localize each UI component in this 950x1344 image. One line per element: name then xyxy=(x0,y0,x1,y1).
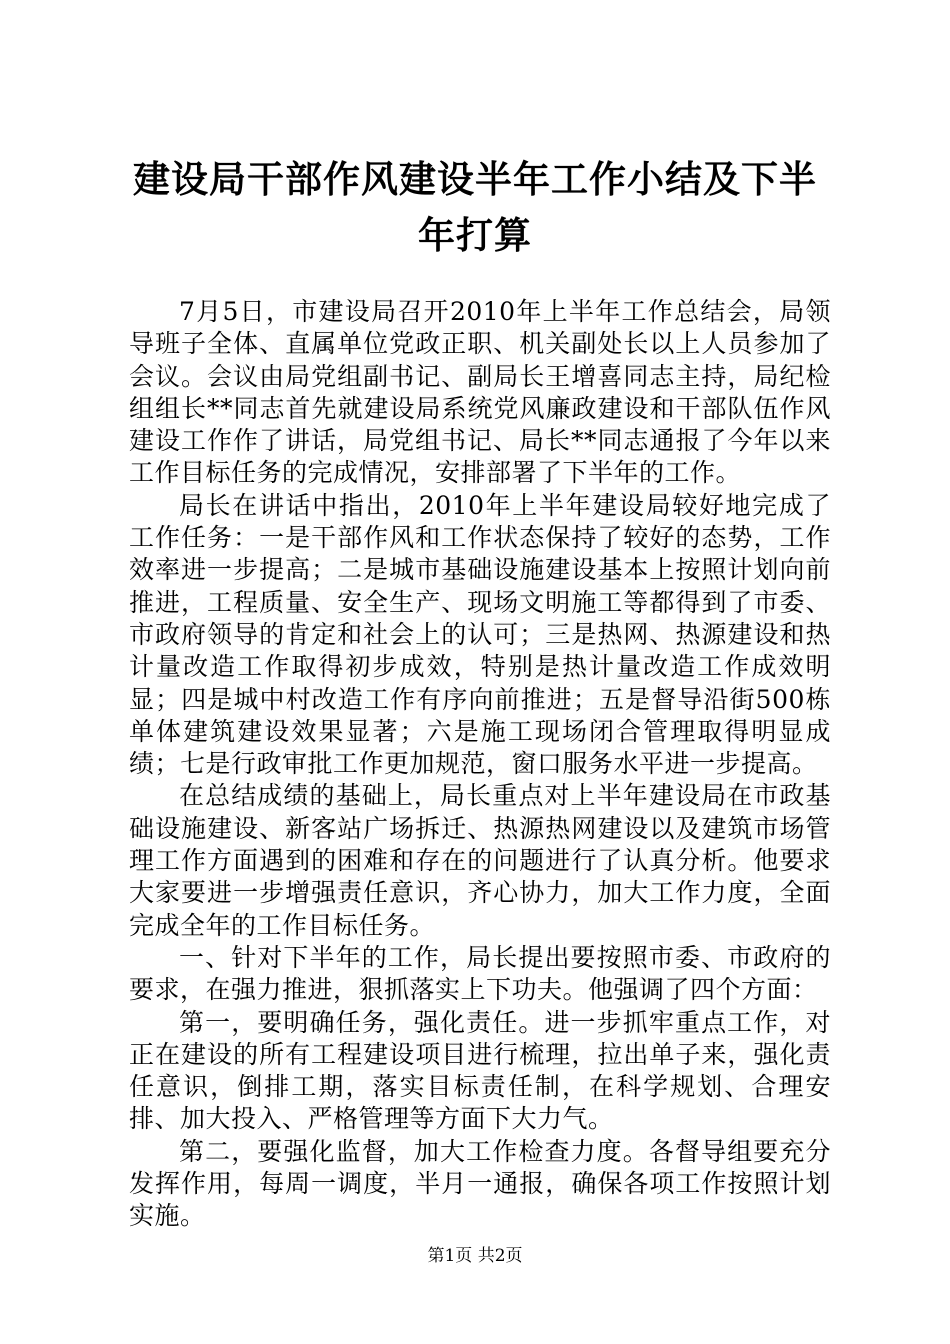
document-body xyxy=(129,296,831,1233)
paragraph-6: 第二，要强化监督，加大工作检查力度。各督导组要充分发挥作用，每周一调度，半月一通报，确保各项工作按照计划实施。 xyxy=(129,1136,831,1231)
page-footer: 第1页 共2页 xyxy=(427,1246,523,1266)
paragraph-2: 局长在讲话中指出，2010年上半年建设局较好地完成了工作任务：一是干部作风和工作状态保持了较好的态势，工作效率进一步提高；二是城市基础设施建设基本上按照计划向前推进，工程质量、安全生产、现场文明施工等都得到了市委、市政府领导的肯定和社会上的认可；三是热网、热源建设和热计量改造工作取得初步成效，特别是热计量改造工作成效明显；四是城中村改造工作有序向前推进；五是督导沿街500栋单体建筑建设效果显著；六是施工现场闭合管理取得明显成绩；七是行政审批工作更加规范，窗口服务水平进一步提高。 xyxy=(129,490,831,779)
paragraph-3: 在总结成绩的基础上，局长重点对上半年建设局在市政基础设施建设、新客站广场拆迁、热源热网建设以及建筑市场管理工作方面遇到的困难和存在的问题进行了认真分析。他要求大家要进一步增强责任意识，齐心协力，加大工作力度，全面完成全年的工作目标任务。 xyxy=(129,781,831,940)
paragraph-1: 7月5日，市建设局召开2010年上半年工作总结会，局领导班子全体、直属单位党政正职、机关副处长以上人员参加了会议。会议由局党组副书记、副局长王增喜同志主持，局纪检组组长**同志首先就建设局系统党风廉政建设和干部队伍作风建设工作作了讲话，局党组书记、局长**同志通报了今年以来工作目标任务的完成情况，安排部署了下半年的工作。 xyxy=(129,297,831,488)
paragraph-5: 第一，要明确任务，强化责任。进一步抓牢重点工作，对正在建设的所有工程建设项目进行梳理，拉出单子来，强化责任意识，倒排工期，落实目标责任制，在科学规划、合理安排、加大投入、严格管理等方面下大力气。 xyxy=(129,1007,831,1134)
paragraph-4: 一、针对下半年的工作，局长提出要按照市委、市政府的要求，在强力推进，狠抓落实上下功夫。他强调了四个方面： xyxy=(129,942,831,1005)
document-title: 建设局干部作风建设半年工作小结及下半年打算 xyxy=(133,158,817,257)
